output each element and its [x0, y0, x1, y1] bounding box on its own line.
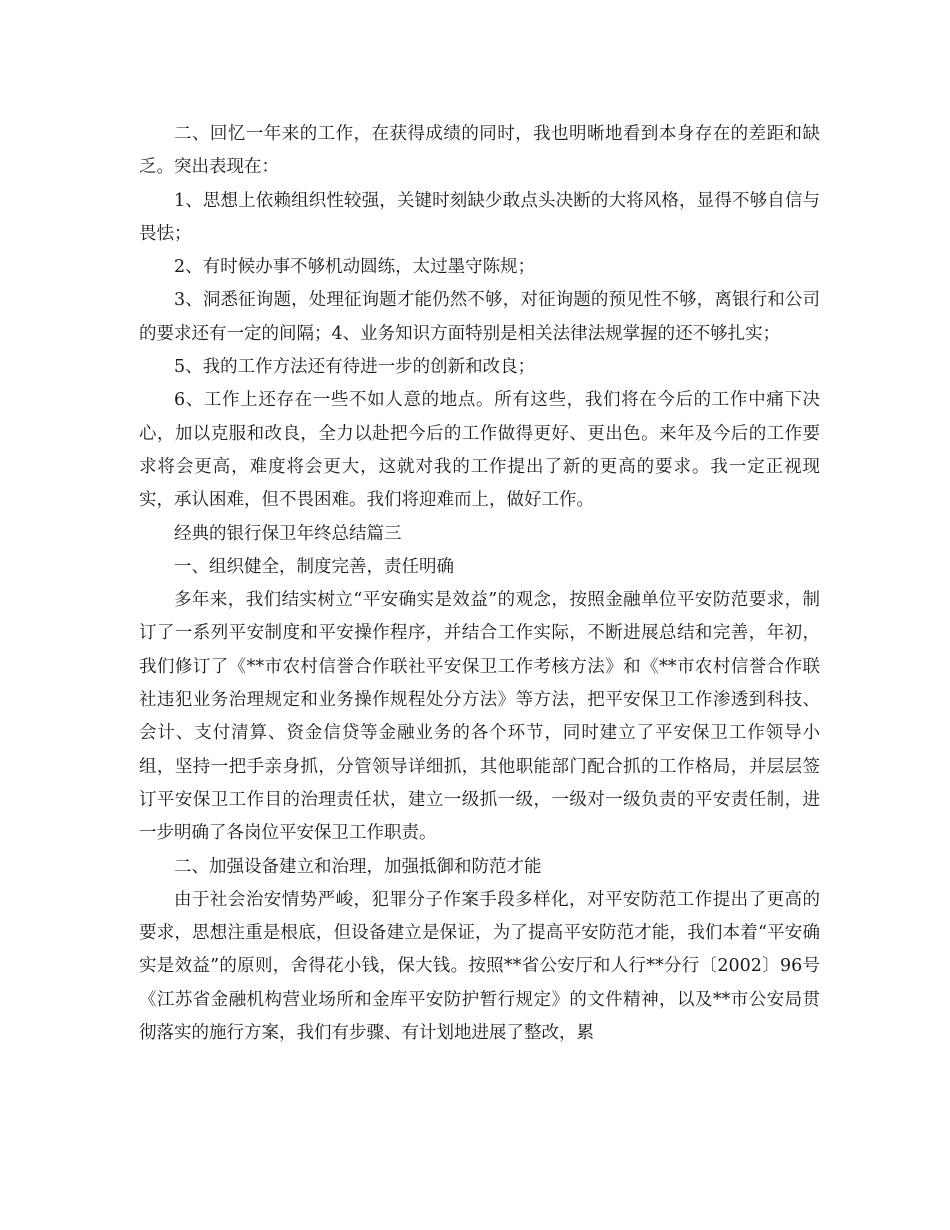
paragraph-shortcomings-intro: 二、回忆一年来的工作，在获得成绩的同时，我也明晰地看到本身存在的差距和缺乏。突出表现在： [139, 124, 820, 178]
subheading-organization: 一、组织健全，制度完善，责任明确 [174, 556, 454, 577]
paragraph-item-1: 1、思想上依赖组织性较强，关键时刻缺少敢点头决断的大将风格，显得不够自信与畏怯； [139, 190, 820, 244]
paragraph-item-6: 6、工作上还存在一些不如人意的地点。所有这些，我们将在今后的工作中痛下决心，加以克服和改良，全力以赴把今后的工作做得更好、更出色。来年及今后的工作要求将会更高，难度将会更大，这就对我的工作提出了新的更高的要求。我一定正视现实，承认困难，但不畏困难。我们将迎难而上，做好工作。 [139, 390, 820, 511]
document-body [139, 118, 820, 1050]
paragraph-item-2: 2、有时候办事不够机动圆练，太过墨守陈规； [174, 257, 536, 278]
paragraph-equipment: 由于社会治安情势严峻，犯罪分子作案手段多样化，对平安防范工作提出了更高的要求，思想注重是根底，但设备建立是保证，为了提高平安防范才能，我们本着“平安确实是效益”的原则，舍得花小钱，保大钱。按照**省公安厅和人行**分行〔2002〕96号《江苏省金融机构营业场所和金库平安防护暂行规定》的文件精神，以及**市公安局贯彻落实的施行方案，我们有步骤、有计划地进展了整改，累 [139, 889, 820, 1044]
section-title: 经典的银行保卫年终总结篇三 [174, 523, 402, 544]
subheading-equipment: 二、加强设备建立和治理，加强抵御和防范才能 [174, 856, 542, 877]
paragraph-item-5: 5、我的工作方法还有待进一步的创新和改良； [174, 357, 536, 378]
paragraph-item-3-4: 3、洞悉征询题，处理征询题才能仍然不够，对征询题的预见性不够，离银行和公司的要求还有一定的间隔；4、业务知识方面特别是相关法律法规掌握的还不够扎实； [139, 290, 820, 344]
paragraph-organization: 多年来，我们结实树立“平安确实是效益”的观念，按照金融单位平安防范要求，制订了一系列平安制度和平安操作程序，并结合工作实际，不断进展总结和完善，年初，我们修订了《**市农村信誉合作联社平安保卫工作考核方法》和《**市农村信誉合作联社违犯业务治理规定和业务操作规程处分方法》等方法，把平安保卫工作渗透到科技、会计、支付清算、资金信贷等金融业务的各个环节，同时建立了平安保卫工作领导小组，坚持一把手亲身抓，分管领导详细抓，其他职能部门配合抓的工作格局，并层层签订平安保卫工作目的治理责任状，建立一级抓一级，一级对一级负责的平安责任制，进一步明确了各岗位平安保卫工作职责。 [139, 590, 820, 844]
